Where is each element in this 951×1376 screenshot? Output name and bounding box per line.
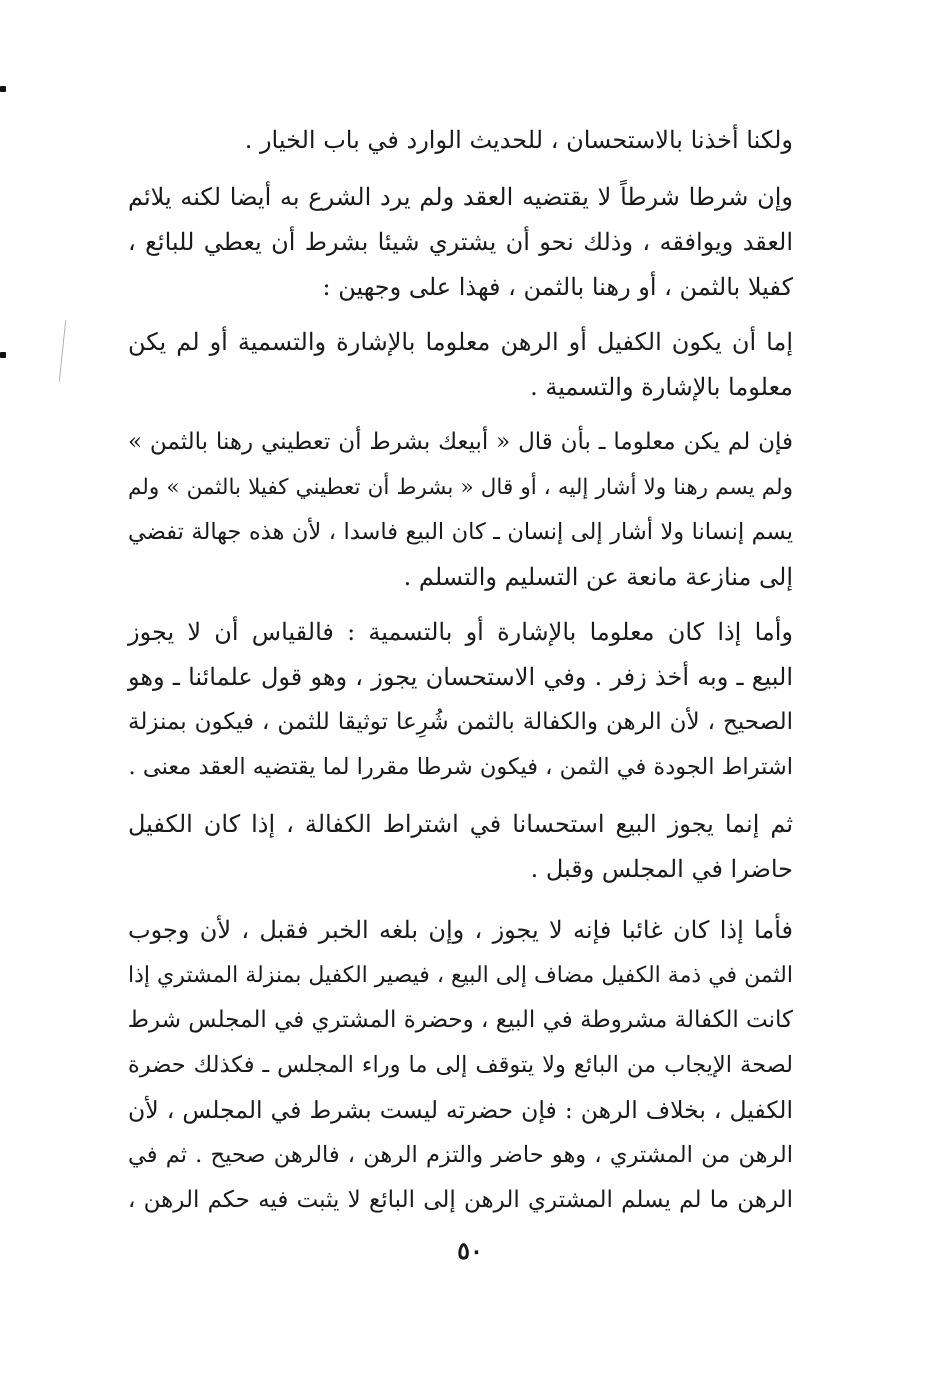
text-line: ولكنا أخذنا بالاستحسان ، للحديث الوارد في باب الخيار . bbox=[244, 126, 793, 154]
paragraph bbox=[128, 802, 793, 892]
page-number: ٥٠ bbox=[457, 1236, 483, 1265]
text-line: إلى منازعة مانعة عن التسليم والتسلم . bbox=[403, 563, 793, 591]
paragraph bbox=[128, 420, 793, 600]
text-line: الرهن من المشتري ، وهو حاضر والتزم الرهن ، فالرهن صحيح . ثم في bbox=[128, 1142, 793, 1168]
text-line: العقد ويوافقه ، وذلك نحو أن يشتري شيئا بشرط أن يعطي للبائع ، bbox=[128, 228, 793, 256]
paragraph bbox=[128, 320, 793, 410]
text-line: اشتراط الجودة في الثمن ، فيكون شرطا مقررا لما يقتضيه العقد معنى . bbox=[128, 754, 793, 780]
text-line: وإن شرطا شرطاً لا يقتضيه العقد ولم يرد الشرع به أيضا لكنه يلائم bbox=[128, 183, 793, 211]
text-line: كفيلا بالثمن ، أو رهنا بالثمن ، فهذا على وجهين : bbox=[322, 273, 793, 301]
text-line: يسم إنسانا ولا أشار إلى إنسان ـ كان البيع فاسدا ، لأن هذه جهالة تفضي bbox=[128, 519, 793, 545]
text-line: حاضرا في المجلس وقبل . bbox=[530, 855, 793, 883]
text-line: ولم يسم رهنا ولا أشار إليه ، أو قال « بشرط أن تعطيني كفيلا بالثمن » ولم bbox=[128, 475, 793, 500]
text-line: إما أن يكون الكفيل أو الرهن معلوما بالإشارة والتسمية أو لم يكن bbox=[128, 328, 793, 356]
text-line: البيع ـ وبه أخذ زفر . وفي الاستحسان يجوز ، وهو قول علمائنا ـ وهو bbox=[128, 663, 793, 691]
text-line: وأما إذا كان معلوما بالإشارة أو بالتسمية : فالقياس أن لا يجوز bbox=[128, 618, 793, 646]
text-line: فإن لم يكن معلوما ـ بأن قال « أبيعك بشرط أن تعطيني رهنا بالثمن » bbox=[128, 429, 793, 455]
text-line: لصحة الإيجاب من البائع ولا يتوقف إلى ما وراء المجلس ـ فكذلك حضرة bbox=[128, 1052, 793, 1078]
text-line: الكفيل ، بخلاف الرهن : فإن حضرته ليست بشرط في المجلس ، لأن bbox=[128, 1096, 793, 1124]
text-line: فأما إذا كان غائبا فإنه لا يجوز ، وإن بلغه الخبر فقبل ، لأن وجوب bbox=[128, 916, 793, 944]
text-line: الصحيح ، لأن الرهن والكفالة بالثمن شُرِعا توثيقا للثمن ، فيكون بمنزلة bbox=[128, 709, 793, 735]
paragraph bbox=[128, 175, 793, 310]
text-line: ثم إنما يجوز البيع استحسانا في اشتراط الكفالة ، إذا كان الكفيل bbox=[128, 810, 794, 838]
text-line: كانت الكفالة مشروطة في البيع ، وحضرة المشتري في المجلس شرط bbox=[127, 1007, 793, 1033]
margin-mark bbox=[0, 86, 6, 92]
paragraph bbox=[128, 908, 793, 1223]
text-line: الرهن ما لم يسلم المشتري الرهن إلى البائع لا يثبت فيه حكم الرهن ، bbox=[128, 1187, 793, 1213]
text-line: معلوما بالإشارة والتسمية . bbox=[530, 373, 793, 401]
scan-artifact-line bbox=[59, 320, 66, 382]
margin-mark bbox=[0, 352, 6, 358]
page-body bbox=[128, 118, 793, 1223]
text-line: الثمن في ذمة الكفيل مضاف إلى البيع ، فيصير الكفيل بمنزلة المشتري إذا bbox=[128, 963, 793, 988]
paragraph bbox=[128, 118, 793, 163]
paragraph bbox=[128, 610, 793, 790]
